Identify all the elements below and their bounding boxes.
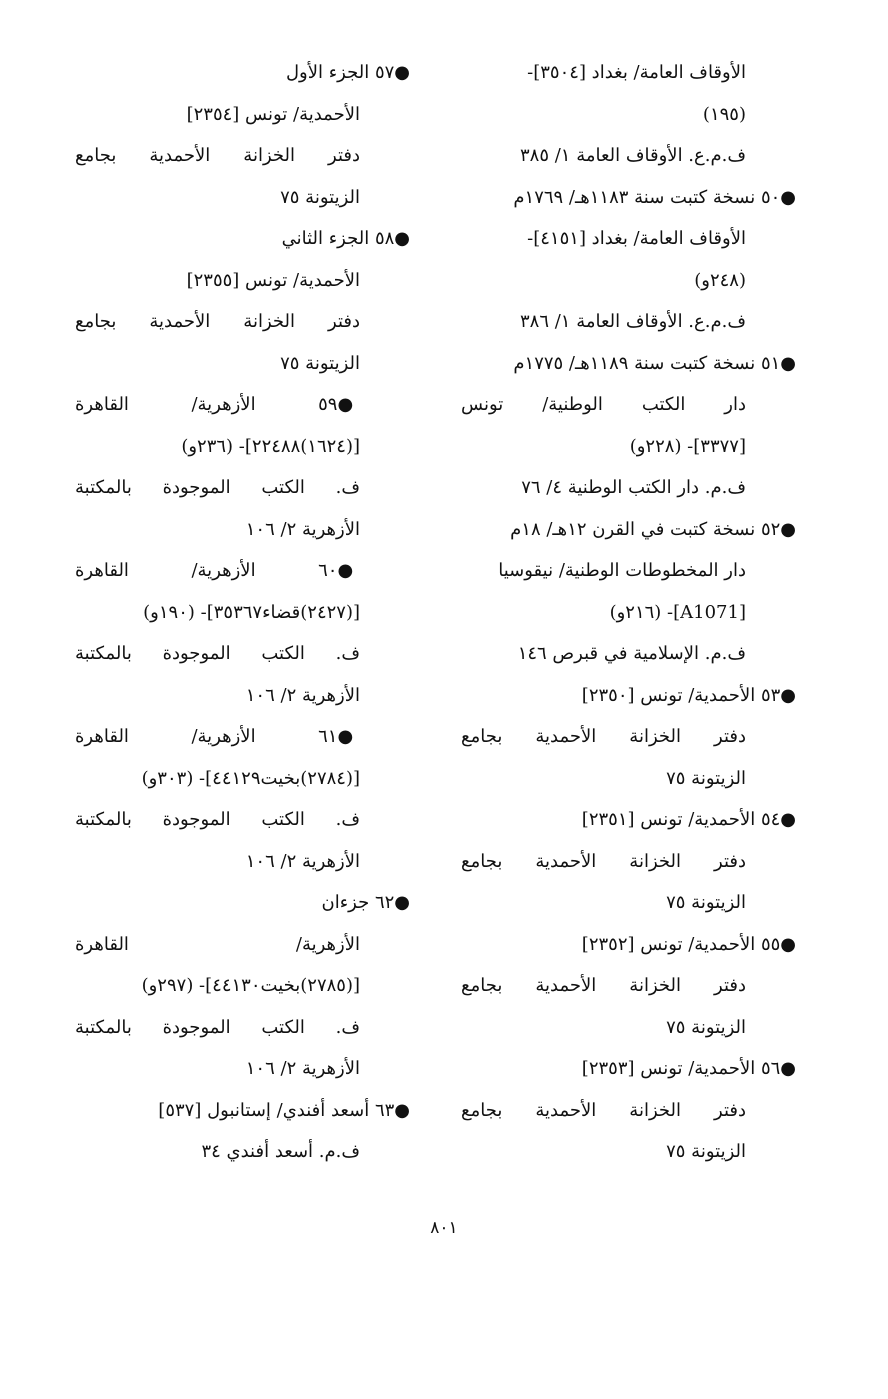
entry-detail-line: الأزهرية ٢/ ١٠٦: [245, 1058, 360, 1079]
entry-detail-line: دار الكتب الوطنية/ تونس: [461, 394, 746, 415]
entry-detail-line: دفتر الخزانة الأحمدية بجامع: [461, 1099, 746, 1121]
entry-detail-line: (٢٤٨و): [694, 269, 746, 291]
entry-heading-line: ●٥٥ الأحمدية/ تونس [٢٣٥٢]: [581, 933, 796, 955]
entry-detail-line: دفتر الخزانة الأحمدية بجامع: [461, 975, 746, 996]
entry-heading-line: ●٥٩ الأزهرية/ القاهرة: [75, 394, 410, 415]
entry-heading-line: ●٥٦ الأحمدية/ تونس [٢٣٥٣]: [581, 1058, 796, 1079]
entry-detail-line: الزيتونة ٧٥: [666, 1016, 746, 1038]
entry-heading-line: ●٥٧ الجزء الأول: [285, 62, 410, 83]
entry-detail-line: ف.م. دار الكتب الوطنية ٤/ ٧٦: [521, 477, 746, 498]
entry-detail-line: ف. الكتب الموجودة بالمكتبة: [75, 477, 360, 498]
entry-heading-line: ●٦٠ الأزهرية/ القاهرة: [75, 560, 410, 581]
entry-detail-line: ف. الكتب الموجودة بالمكتبة: [75, 809, 360, 830]
entry-detail-line: الزيتونة ٧٥: [280, 186, 360, 208]
entry-heading-line: ●٥١ نسخة كتبت سنة ١١٨٩هـ/ ١٧٧٥م: [513, 352, 796, 374]
entry-detail-line: الزيتونة ٧٥: [666, 892, 746, 913]
left-column: [75, 52, 410, 1173]
entry-detail-line: ف.م.ع. الأوقاف العامة ١/ ٣٨٦: [519, 311, 746, 332]
entry-detail-line: الأزهرية ٢/ ١٠٦: [245, 850, 360, 872]
entry-detail-line: دفتر الخزانة الأحمدية بجامع: [461, 726, 746, 747]
entry-detail-line: [(١٦٢٤)٢٢٤٨٨]- (٢٣٦و): [181, 435, 360, 457]
entry-detail-line: دار المخطوطات الوطنية/ نيقوسيا: [498, 560, 746, 581]
entry-heading-line: ●٦١ الأزهرية/ القاهرة: [75, 726, 410, 747]
right-column: [461, 52, 796, 1173]
entry-detail-line: دفتر الخزانة الأحمدية بجامع: [461, 850, 746, 872]
entry-detail-line: [(٢٧٨٤)بخيت٤٤١٢٩]- (٣٠٣و): [141, 767, 360, 789]
entry-detail-line: [A1071]- (٢١٦و): [609, 601, 746, 623]
entry-detail-line: [٣٣٧٧]- (٢٢٨و): [629, 435, 746, 457]
entry-detail-line: الأحمدية/ تونس [٢٣٥٥]: [186, 269, 360, 291]
entry-heading-line: ●٥٤ الأحمدية/ تونس [٢٣٥١]: [581, 809, 796, 830]
entry-heading-line: ●٥٨ الجزء الثاني: [281, 228, 410, 249]
entry-detail-line: [(٢٧٨٥)بخيت٤٤١٣٠]- (٢٩٧و): [141, 975, 360, 996]
entry-detail-line: دفتر الخزانة الأحمدية بجامع: [75, 311, 360, 332]
entry-heading-line: ●٥٢ نسخة كتبت في القرن ١٢هـ/ ١٨م: [510, 518, 796, 540]
entry-detail-line: [(٢٤٢٧)قضاء٣٥٣٦٧]- (١٩٠و): [143, 601, 360, 623]
entry-heading-line: ●٥٣ الأحمدية/ تونس [٢٣٥٠]: [581, 684, 796, 706]
entry-detail-line: الأوقاف العامة/ بغداد [٤١٥١]-: [527, 228, 746, 249]
page-number: ٨٠١: [430, 1218, 458, 1238]
entry-detail-line: ف.م. أسعد أفندي ٣٤: [201, 1141, 360, 1162]
entry-detail-line: ف.م.ع. الأوقاف العامة ١/ ٣٨٥: [519, 145, 746, 166]
entry-heading-line: ●٦٢ جزءان: [321, 892, 410, 913]
entry-detail-line: ف. الكتب الموجودة بالمكتبة: [75, 1016, 360, 1038]
entry-detail-line: (١٩٥): [702, 103, 746, 125]
entry-detail-line: الزيتونة ٧٥: [666, 1141, 746, 1162]
entry-detail-line: الأوقاف العامة/ بغداد [٣٥٠٤]-: [527, 62, 746, 83]
entry-detail-line: الزيتونة ٧٥: [666, 767, 746, 789]
entry-detail-line: ف.م. الإسلامية في قبرص ١٤٦: [517, 643, 746, 664]
entry-detail-line: الأزهرية ٢/ ١٠٦: [245, 518, 360, 540]
entry-detail-line: الزيتونة ٧٥: [280, 352, 360, 374]
entry-detail-line: دفتر الخزانة الأحمدية بجامع: [75, 145, 360, 166]
entry-detail-line: الأزهرية/ القاهرة: [75, 933, 360, 955]
entry-detail-line: الأحمدية/ تونس [٢٣٥٤]: [186, 103, 360, 125]
entry-heading-line: ●٥٠ نسخة كتبت سنة ١١٨٣هـ/ ١٧٦٩م: [513, 186, 796, 208]
entry-detail-line: الأزهرية ٢/ ١٠٦: [245, 684, 360, 706]
entry-heading-line: ●٦٣ أسعد أفندي/ إستانبول [٥٣٧]: [158, 1099, 410, 1121]
entry-detail-line: ف. الكتب الموجودة بالمكتبة: [75, 643, 360, 664]
